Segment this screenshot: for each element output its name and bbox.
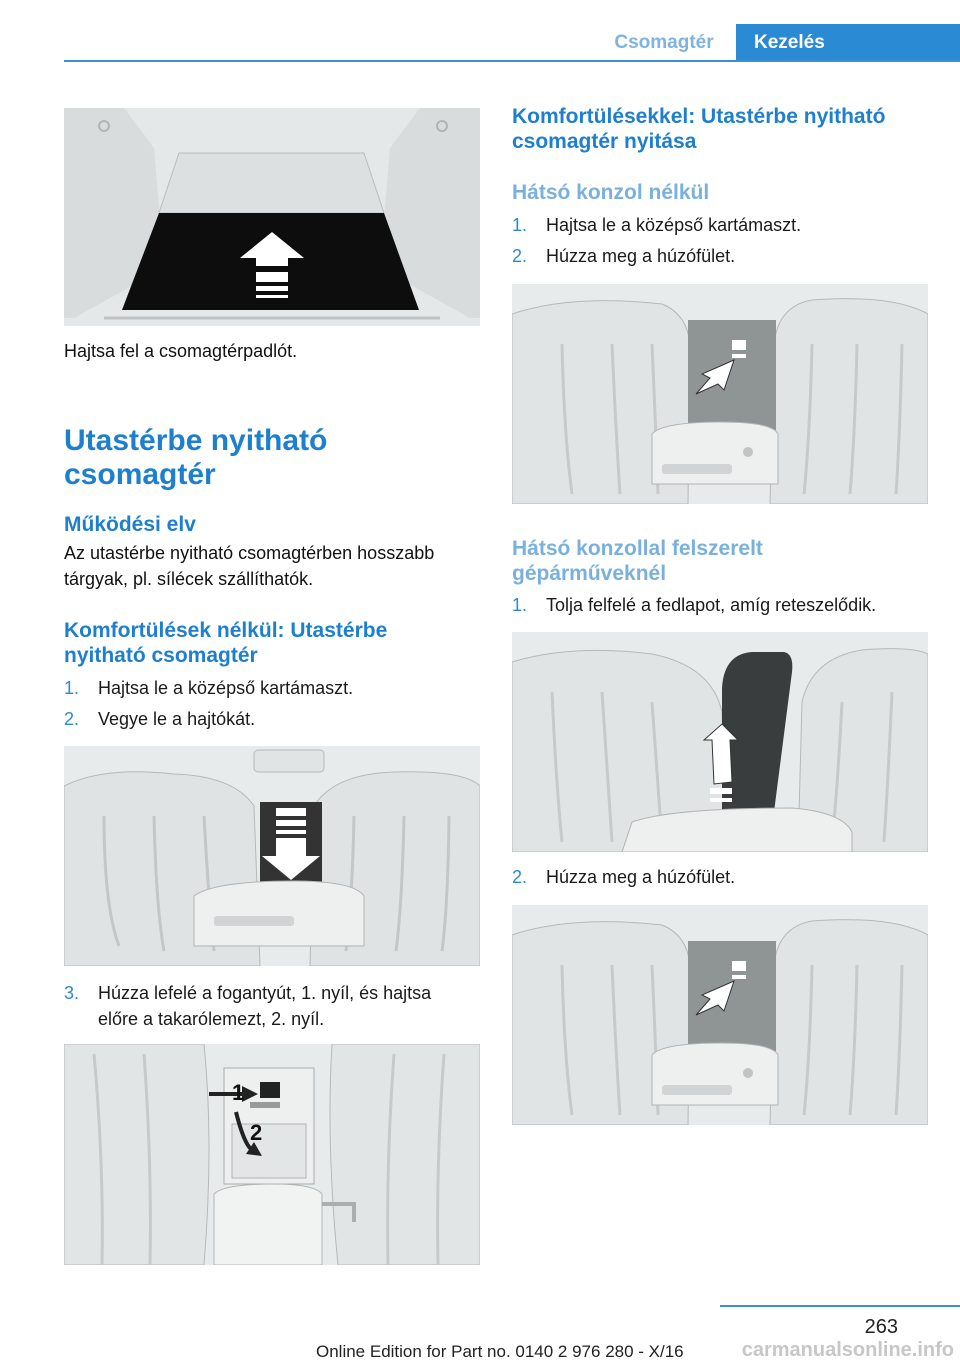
step-number: 3. <box>64 983 80 1003</box>
edition-text: Online Edition for Part no. 0140 2 976 280 - X/16 <box>316 1342 684 1361</box>
comfort-heading: Komfortülésekkel: Utastérbe nyitható csomagtér nyitása <box>512 105 886 153</box>
watermark: carmanualsonline.info <box>741 1339 954 1361</box>
step-text: Vegye le a hajtókát. <box>98 709 256 729</box>
header-section: Csomagtér <box>614 32 714 53</box>
step-text: Húzza meg a húzófület. <box>546 867 736 887</box>
cargo-floor-illustration <box>64 108 480 326</box>
step-text: Tolja felfelé a fedlapot, amíg reteszelődik. <box>546 595 877 615</box>
principle-text: Az utastérbe nyitható csomagtérben hosszabb tárgyak, pl. sílécek szállíthatók. <box>64 543 435 589</box>
step-number: 1. <box>512 595 528 615</box>
cover-lock-illustration <box>512 632 928 852</box>
step-number: 1. <box>64 678 80 698</box>
step-number: 1. <box>512 215 528 235</box>
list-item <box>64 706 484 732</box>
no-comfort-heading: Komfortülések nélkül: Utastérbe nyitható csomagtér <box>64 619 388 667</box>
pull-tab-illustration <box>512 284 928 504</box>
caption-cargo-floor: Hajtsa fel a csomagtérpadlót. <box>64 341 298 361</box>
list-item <box>64 980 484 1032</box>
console-heading: Hátsó konzollal felszerelt gépárműveknél <box>512 537 763 585</box>
section-title: Utastérbe nyitható csomagtér <box>64 424 328 491</box>
list-item <box>512 592 932 618</box>
no-console-heading: Hátsó konzol nélkül <box>512 181 710 204</box>
footer-rule <box>720 1305 960 1307</box>
principle-heading: Működési elv <box>64 513 196 536</box>
step-text: Húzza lefelé a fogantyút, 1. nyíl, és hajtsa előre a takarólemezt, 2. nyíl. <box>98 983 432 1029</box>
step-text: Hajtsa le a középső kartámaszt. <box>546 215 802 235</box>
step-number: 2. <box>512 867 528 887</box>
step-text: Húzza meg a húzófület. <box>546 246 736 266</box>
step-number: 2. <box>64 709 80 729</box>
handle-cover-illustration <box>64 1044 480 1265</box>
armrest-flap-illustration <box>64 746 480 966</box>
pull-tab-console-illustration <box>512 905 928 1125</box>
callout-2: 2 <box>250 1120 263 1145</box>
header-tab: Kezelés <box>736 24 960 62</box>
list-item <box>512 212 932 238</box>
list-item <box>512 243 932 269</box>
list-item <box>512 864 932 890</box>
header-rule <box>64 60 960 62</box>
list-item <box>64 675 484 701</box>
page-number: 263 <box>864 1316 898 1338</box>
step-text: Hajtsa le a középső kartámaszt. <box>98 678 354 698</box>
callout-1: 1 <box>232 1080 245 1105</box>
step-number: 2. <box>512 246 528 266</box>
